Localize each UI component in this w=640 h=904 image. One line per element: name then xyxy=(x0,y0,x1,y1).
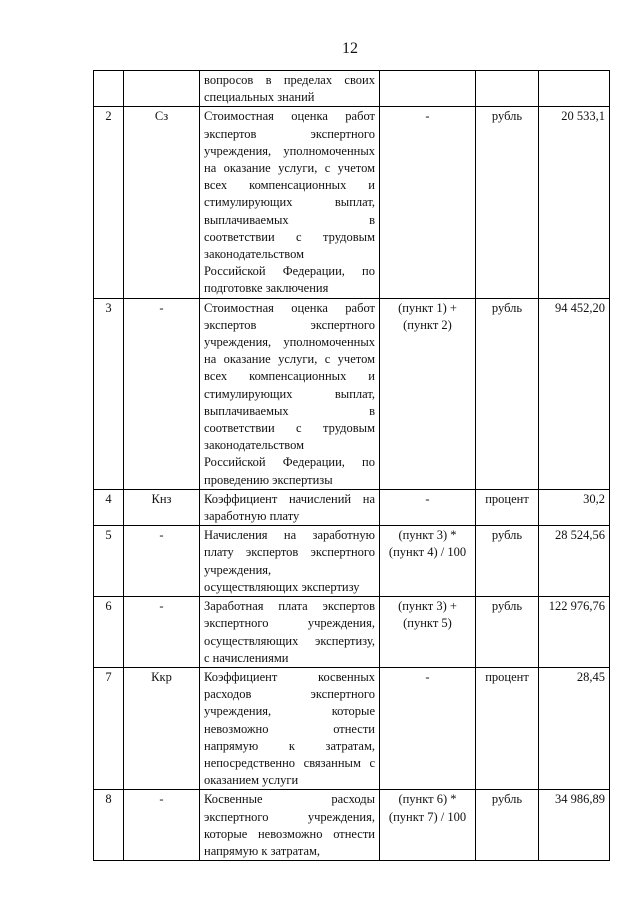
description-line: выплачиваемых в xyxy=(204,212,375,227)
unit-cell: рубль xyxy=(476,298,539,489)
symbol-cell: - xyxy=(124,790,200,861)
value-cell: 94 452,20 xyxy=(539,298,610,489)
description-line: проведению экспертизы xyxy=(204,472,333,487)
description-cell xyxy=(200,790,380,861)
description-line: невозможно отнести xyxy=(204,721,375,736)
row-number-cell: 2 xyxy=(94,107,124,298)
description-line: стимулирующих выплат, xyxy=(204,386,375,401)
table-row xyxy=(94,71,610,107)
description-line: соответствии с трудовым xyxy=(204,229,375,244)
description-line: на оказание услуги, с учетом xyxy=(204,352,375,367)
formula-cell: (пункт 1) + (пункт 2) xyxy=(380,298,476,489)
description-line: стимулирующих выплат, xyxy=(204,195,375,210)
description-line: специальных знаний xyxy=(204,90,315,105)
value-cell xyxy=(539,71,610,107)
unit-cell: рубль xyxy=(476,526,539,597)
value-cell: 30,2 xyxy=(539,489,610,525)
description-cell xyxy=(200,71,380,107)
description-line: законодательством xyxy=(204,438,305,453)
value-cell: 34 986,89 xyxy=(539,790,610,861)
symbol-cell xyxy=(124,71,200,107)
description-line: вопросов в пределах своих xyxy=(204,73,375,87)
description-line: на оказание услуги, с учетом xyxy=(204,161,375,176)
table-row xyxy=(94,489,610,525)
description-line: выплачиваемых в xyxy=(204,403,375,418)
description-line: плату экспертов экспертного xyxy=(204,545,375,560)
formula-cell xyxy=(380,71,476,107)
row-number-cell: 3 xyxy=(94,298,124,489)
value-cell: 28 524,56 xyxy=(539,526,610,597)
description-line: всех компенсационных и xyxy=(204,369,375,384)
description-line: учреждения, уполномоченных xyxy=(204,143,375,158)
table-row xyxy=(94,667,610,789)
description-line: экспертов экспертного xyxy=(204,317,375,332)
symbol-cell: - xyxy=(124,526,200,597)
row-number-cell xyxy=(94,71,124,107)
description-line: Начисления на заработную xyxy=(204,528,375,543)
row-number-cell: 6 xyxy=(94,597,124,668)
unit-cell: процент xyxy=(476,489,539,525)
description-cell xyxy=(200,667,380,789)
description-line: подготовке заключения xyxy=(204,281,329,296)
table-body xyxy=(94,71,610,861)
description-line: непосредственно связанным с xyxy=(204,755,375,770)
formula-cell: - xyxy=(380,489,476,525)
description-cell xyxy=(200,489,380,525)
unit-cell: процент xyxy=(476,667,539,789)
description-line: Косвенные расходы xyxy=(204,792,375,807)
description-cell xyxy=(200,526,380,597)
description-line: экспертов экспертного xyxy=(204,126,375,141)
description-line: с начислениями xyxy=(204,650,289,665)
description-line: Российской Федерации, по xyxy=(204,264,375,279)
description-line: Стоимостная оценка работ xyxy=(204,300,375,315)
formula-cell: - xyxy=(380,107,476,298)
symbol-cell: Сз xyxy=(124,107,200,298)
table-row xyxy=(94,298,610,489)
cost-calculation-table xyxy=(93,70,610,861)
description-line: напрямую к затратам, xyxy=(204,843,321,858)
description-line: заработную плату xyxy=(204,509,300,524)
unit-cell xyxy=(476,71,539,107)
description-line: Российской Федерации, по xyxy=(204,455,375,470)
symbol-cell: - xyxy=(124,298,200,489)
description-cell xyxy=(200,597,380,668)
description-line: Коэффициент начислений на xyxy=(204,491,375,506)
table-row xyxy=(94,107,610,298)
unit-cell: рубль xyxy=(476,107,539,298)
formula-cell: - xyxy=(380,667,476,789)
description-line: напрямую к затратам, xyxy=(204,738,375,753)
description-line: оказанием услуги xyxy=(204,773,299,788)
symbol-cell: Ккр xyxy=(124,667,200,789)
description-line: учреждения, xyxy=(204,562,272,577)
description-line: экспертного учреждения, xyxy=(204,616,375,631)
row-number-cell: 8 xyxy=(94,790,124,861)
description-line: учреждения, уполномоченных xyxy=(204,335,375,350)
symbol-cell: - xyxy=(124,597,200,668)
description-line: учреждения, которые xyxy=(204,704,375,719)
description-line: законодательством xyxy=(204,247,305,262)
description-line: Заработная плата экспертов xyxy=(204,599,375,614)
description-line: Стоимостная оценка работ xyxy=(204,109,375,124)
description-cell xyxy=(200,298,380,489)
description-line: экспертного учреждения, xyxy=(204,809,375,824)
formula-cell: (пункт 3) + (пункт 5) xyxy=(380,597,476,668)
description-line: соответствии с трудовым xyxy=(204,421,375,436)
row-number-cell: 7 xyxy=(94,667,124,789)
description-line: расходов экспертного xyxy=(204,687,375,702)
formula-cell: (пункт 6) * (пункт 7) / 100 xyxy=(380,790,476,861)
row-number-cell: 4 xyxy=(94,489,124,525)
description-line: всех компенсационных и xyxy=(204,178,375,193)
table-row xyxy=(94,790,610,861)
table-row xyxy=(94,526,610,597)
description-line: Коэффициент косвенных xyxy=(204,669,375,684)
formula-cell: (пункт 3) * (пункт 4) / 100 xyxy=(380,526,476,597)
description-cell xyxy=(200,107,380,298)
value-cell: 122 976,76 xyxy=(539,597,610,668)
value-cell: 20 533,1 xyxy=(539,107,610,298)
row-number-cell: 5 xyxy=(94,526,124,597)
description-line: осуществляющих экспертизу xyxy=(204,579,360,594)
description-line: осуществляющих экспертизу, xyxy=(204,633,375,648)
unit-cell: рубль xyxy=(476,597,539,668)
description-line: которые невозможно отнести xyxy=(204,826,375,841)
table-row xyxy=(94,597,610,668)
value-cell: 28,45 xyxy=(539,667,610,789)
unit-cell: рубль xyxy=(476,790,539,861)
page-number: 12 xyxy=(342,40,358,57)
symbol-cell: Кнз xyxy=(124,489,200,525)
